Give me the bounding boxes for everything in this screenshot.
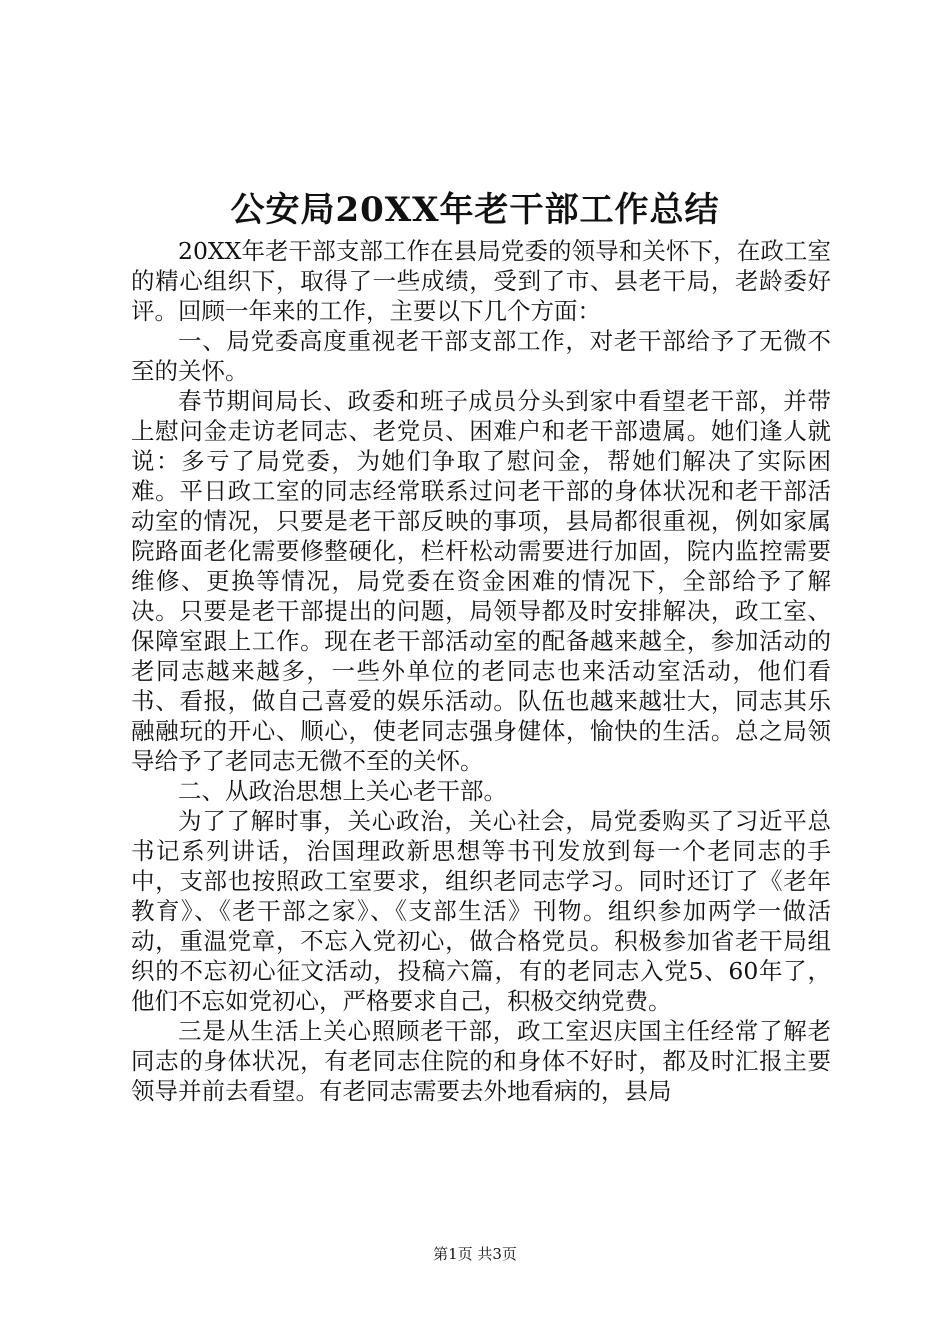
document-title: 公安局20XX年老干部工作总结: [230, 190, 720, 230]
paragraph-section-1-heading: 一、局党委高度重视老干部支部工作，对老干部给予了无微不至的关怀。: [131, 327, 831, 385]
paragraph-section-2-body: 为了了解时事，关心政治，关心社会，局党委购买了习近平总书记系列讲话，治国理政新思想等书刊发放到每一个老同志的手中，支部也按照政工室要求，组织老同志学习。同时还订了《老年教育》、《老干部之家》、《支部生活》刊物。组织参加两学一做活动，重温党章，不忘入党初心，做合格党员。积极参加省老干局组织的不忘初心征文活动，投稿六篇，有的老同志入党5、60年了，他们不忘如党初心，严格要求自己，积极交纳党费。: [131, 807, 831, 1015]
document-body: [131, 236, 831, 1106]
page-footer: 第1页 共3页: [433, 1245, 517, 1263]
paragraph-section-1-body: 春节期间局长、政委和班子成员分头到家中看望老干部，并带上慰问金走访老同志、老党员、困难户和老干部遗属。她们逢人就说：多亏了局党委，为她们争取了慰问金，帮她们解决了实际困难。平日政工室的同志经常联系过问老干部的身体状况和老干部活动室的情况，只要是老干部反映的事项，县局都很重视，例如家属院路面老化需要修整硬化，栏杆松动需要进行加固，院内监控需要维修、更换等情况，局党委在资金困难的情况下，全部给予了解决。只要是老干部提出的问题，局领导都及时安排解决，政工室、保障室跟上工作。现在老干部活动室的配备越来越全，参加活动的老同志越来越多，一些外单位的老同志也来活动室活动，他们看书、看报，做自己喜爱的娱乐活动。队伍也越来越壮大，同志其乐融融玩的开心、顺心，使老同志强身健体，愉快的生活。总之局领导给予了老同志无微不至的关怀。: [131, 387, 831, 775]
paragraph-intro: 20XX年老干部支部工作在县局党委的领导和关怀下，在政工室的精心组织下，取得了一些成绩，受到了市、县老干局，老龄委好评。回顾一年来的工作，主要以下几个方面：: [131, 237, 831, 325]
paragraph-section-3-body: 三是从生活上关心照顾老干部，政工室迟庆国主任经常了解老同志的身体状况，有老同志住院的和身体不好时，都及时汇报主要领导并前去看望。有老同志需要去外地看病的，县局: [131, 1017, 831, 1105]
paragraph-section-2-heading: 二、从政治思想上关心老干部。: [178, 777, 507, 805]
